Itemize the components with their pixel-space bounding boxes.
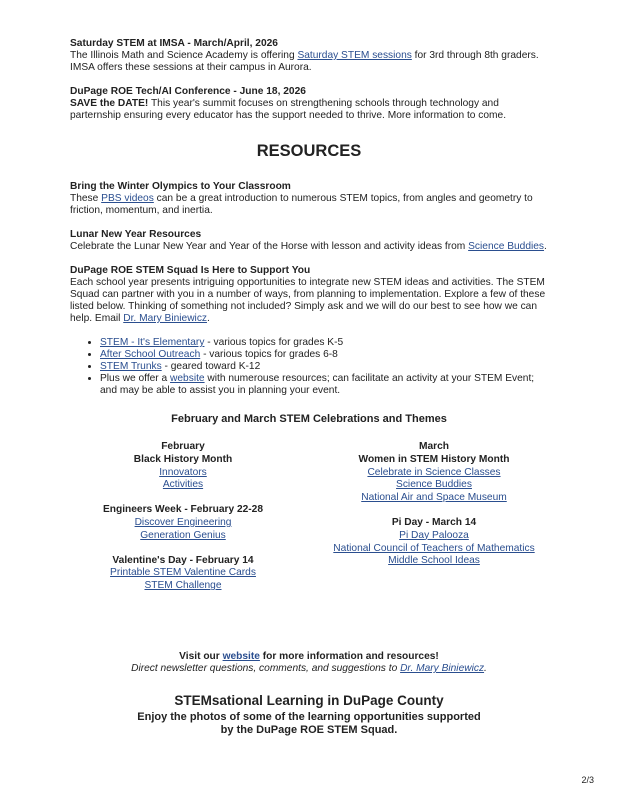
save-the-date: SAVE the DATE! [70,98,149,109]
page-number: 2/3 [581,775,594,785]
contact-text: . [484,663,487,674]
event-text: This year's summit focuses on strengthening schools through technology and parternship ensuring every educator has the support needed to thrive. More information to come. [70,98,507,121]
february-column [70,441,296,593]
visit-line [70,651,548,663]
event-conference [70,86,548,122]
resource-squad [70,265,548,397]
visit-text: for more information and resources! [259,651,439,662]
valentine-cards-link[interactable]: Printable STEM Valentine Cards [110,567,256,579]
list-item [100,349,548,361]
resource-text: can be a great introduction to numerous STEM topics, from angles and geometry to friction, momentum, and inertia. [70,193,533,216]
subtitle-line: by the DuPage ROE STEM Squad. [220,724,398,736]
resource-text: . [207,313,210,324]
resource-title: DuPage ROE STEM Squad Is Here to Support You [70,265,311,276]
resource-text: Each school year presents intriguing opportunities to integrate new STEM ideas and activities. The STEM Squad can partner with you in a number of ways, from planning to implementation. Explore a few of these listed below. Thinking of something not included? Simply ask and we will do our best to see how we can help. Email [70,277,546,324]
science-buddies-march-link[interactable]: Science Buddies [396,479,472,491]
event-body [70,50,548,74]
pi-day-palooza-link[interactable]: Pi Day Palooza [399,529,469,541]
list-item-text: with numerouse resources; can facilitate an activity at your STEM Event; and may be able to assist you in planning your event. [100,373,535,396]
resource-body [70,241,548,253]
newsletter-page [70,38,548,737]
resources-heading: RESOURCES [256,142,362,160]
event-title: Saturday STEM at IMSA - March/April, 2026 [70,38,278,49]
resource-lunar [70,229,548,253]
innovators-link[interactable]: Innovators [159,466,207,478]
celebrate-science-link[interactable]: Celebrate in Science Classes [367,466,501,478]
list-item-text: Plus we offer a [100,373,171,384]
resource-title: Bring the Winter Olympics to Your Classroom [70,181,291,192]
visit-section [70,651,548,675]
event-text: for 3rd through 8th graders. IMSA offers these sessions at their campus in Aurora. [70,50,539,73]
themes-columns [70,441,548,621]
resource-text: Celebrate the Lunar New Year and Year of the Horse with lesson and activity ideas from [70,241,469,252]
generation-genius-link[interactable]: Generation Genius [140,529,226,541]
event-text: The Illinois Math and Science Academy is offering [70,50,298,61]
stemsational-title: STEMsational Learning in DuPage County [174,693,444,708]
list-item-text: - various topics for grades 6-8 [200,349,338,360]
contact-line [70,663,548,675]
resource-winter [70,181,548,217]
month-theme: Women in STEM History Month [358,453,510,465]
stemsational-subtitle [70,711,548,737]
contact-text: Direct newsletter questions, comments, and suggestions to [131,663,401,674]
resource-body [70,193,548,217]
website-link[interactable]: website [170,373,205,384]
visit-text: Visit our [179,651,223,662]
resource-text: . [544,241,547,252]
engineers-week-title: Engineers Week - February 22-28 [102,504,264,516]
list-item [100,337,548,349]
activities-link[interactable]: Activities [162,479,204,491]
valentines-title: Valentine's Day - February 14 [112,554,254,566]
air-space-museum-link[interactable]: National Air and Space Museum [361,492,507,504]
march-column [318,441,550,568]
nctm-link[interactable]: National Council of Teachers of Mathematics [333,542,535,554]
resource-body [70,277,548,325]
stem-trunks-link[interactable]: STEM Trunks [100,361,162,372]
subtitle-line: Enjoy the photos of some of the learning opportunities supported [137,711,481,723]
month-theme: Black History Month [133,453,233,465]
after-school-outreach-link[interactable]: After School Outreach [100,349,201,360]
list-item [100,361,548,373]
themes-title: February and March STEM Celebrations and Themes [171,413,447,425]
visit-website-link[interactable]: website [222,651,260,662]
science-buddies-link[interactable]: Science Buddies [468,241,545,252]
stem-challenge-link[interactable]: STEM Challenge [144,580,222,592]
saturday-stem-link[interactable]: Saturday STEM sessions [297,50,412,61]
middle-school-ideas-link[interactable]: Middle School Ideas [388,555,480,567]
discover-engineering-link[interactable]: Discover Engineering [134,516,232,528]
month-label: March [418,441,449,452]
event-imsa [70,38,548,74]
pi-day-title: Pi Day - March 14 [391,516,477,528]
month-label: February [161,441,205,452]
contact-biniewicz-link[interactable]: Dr. Mary Biniewicz [400,663,485,674]
event-title: DuPage ROE Tech/AI Conference - June 18, 2026 [70,86,306,97]
pbs-videos-link[interactable]: PBS videos [101,193,154,204]
list-item [100,373,548,397]
event-body [70,98,548,122]
resource-text: These [70,193,102,204]
list-item-text: - geared toward K-12 [161,361,261,372]
email-biniewicz-link[interactable]: Dr. Mary Biniewicz [123,313,208,324]
list-item-text: - various topics for grades K-5 [204,337,344,348]
resource-title: Lunar New Year Resources [70,229,202,240]
squad-list [70,337,548,397]
stem-elementary-link[interactable]: STEM - It's Elementary [100,337,205,348]
